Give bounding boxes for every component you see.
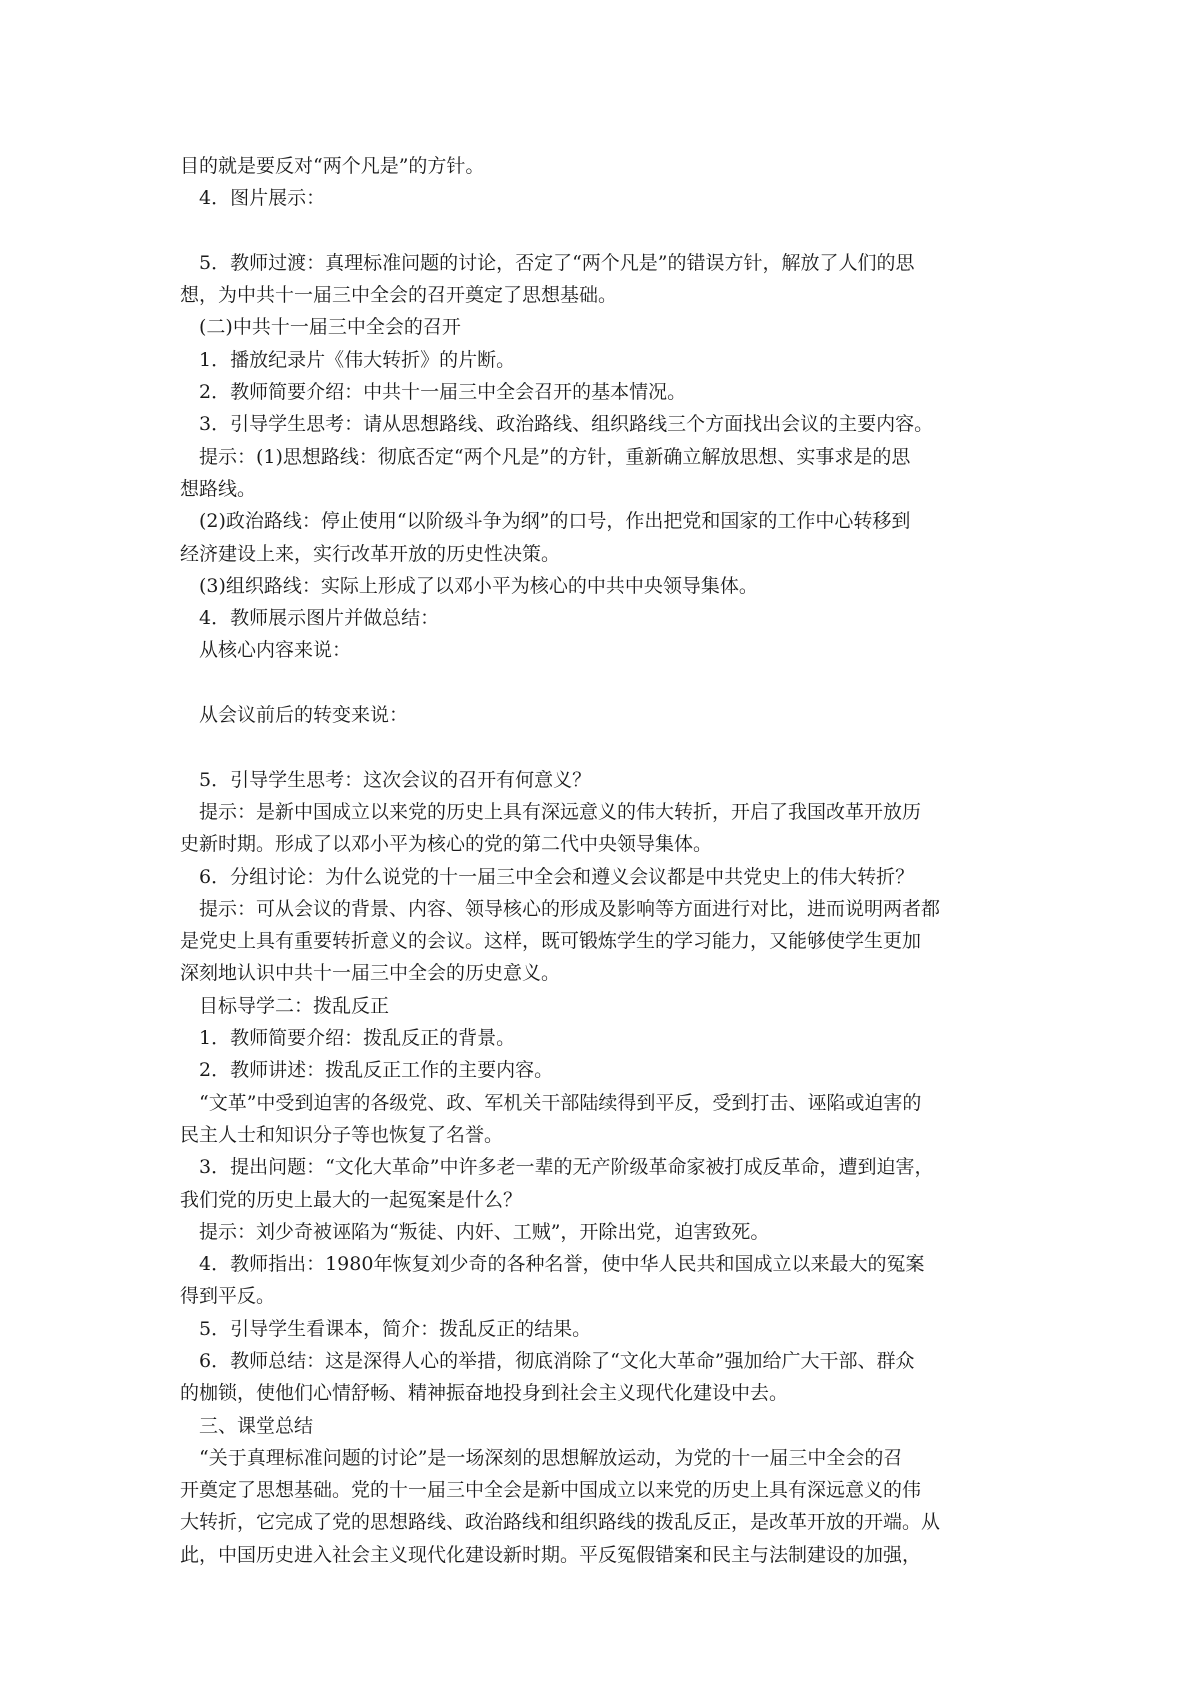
text-line: 提示：可从会议的背景、内容、领导核心的形成及影响等方面进行对比，进而说明两者都 [199,897,941,920]
text-line: 经济建设上来，实行改革开放的历史性决策。 [180,542,561,565]
blank-line [180,215,1010,247]
text-line: 目的就是要反对“两个凡是”的方针。 [180,155,485,177]
text-line: 从会议前后的转变来说： [199,704,409,727]
text-line: 深刻地认识中共十一届三中全会的历史意义。 [180,962,561,985]
text-line: 4．教师展示图片并做总结： [199,607,440,630]
text-line: “文革”中受到迫害的各级党、政、军机关干部陆续得到平反，受到打击、诬陷或迫害的 [199,1091,922,1114]
text-line: 想，为中共十一届三中全会的召开奠定了思想基础。 [180,284,618,307]
text-line: 4．图片展示： [199,187,326,210]
text-line: 5．教师过渡：真理标准问题的讨论，否定了“两个凡是”的错误方针，解放了人们的思 [199,251,915,274]
text-line: 开奠定了思想基础。党的十一届三中全会是新中国成立以来党的历史上具有深远意义的伟 [180,1479,922,1502]
text-line: 从核心内容来说： [199,639,352,662]
text-line: 5．引导学生看课本，简介：拨乱反正的结果。 [199,1317,592,1340]
text-line: 是党史上具有重要转折意义的会议。这样，既可锻炼学生的学习能力，又能够使学生更加 [180,930,922,953]
text-line: 提示：刘少奇被诬陷为“叛徒、内奸、工贼”，开除出党，迫害致死。 [199,1220,770,1243]
text-line: 提示：是新中国成立以来党的历史上具有深远意义的伟大转折，开启了我国改革开放历 [199,800,922,823]
text-line: 6．分组讨论：为什么说党的十一届三中全会和遵义会议都是中共党史上的伟大转折？ [199,865,915,888]
text-line: 提示：(1)思想路线：彻底否定“两个凡是”的方针，重新确立解放思想、实事求是的思 [199,445,911,468]
section-heading: (二)中共十一届三中全会的召开 [199,316,461,339]
text-line: “关于真理标准问题的讨论”是一场深刻的思想解放运动，为党的十一届三中全会的召 [199,1446,903,1469]
text-line: 民主人士和知识分子等也恢复了名誉。 [180,1123,504,1146]
text-line: 2．教师讲述：拨乱反正工作的主要内容。 [199,1059,554,1082]
text-line: 大转折，它完成了党的思想路线、政治路线和组织路线的拨乱反正，是改革开放的开端。从 [180,1511,941,1534]
text-line: 4．教师指出：1980年恢复刘少奇的各种名誉，使中华人民共和国成立以来最大的冤案 [199,1253,925,1276]
text-line: 1．播放纪录片《伟大转折》的片断。 [199,348,516,371]
text-line: 得到平反。 [180,1285,276,1308]
section-heading: 目标导学二：拨乱反正 [199,994,390,1017]
text-line: 3．引导学生思考：请从思想路线、政治路线、组织路线三个方面找出会议的主要内容。 [199,413,934,436]
blank-line [180,667,1010,699]
blank-line [180,731,1010,763]
text-line: 史新时期。形成了以邓小平为核心的党的第二代中央领导集体。 [180,833,713,856]
text-line: 此，中国历史进入社会主义现代化建设新时期。平反冤假错案和民主与法制建设的加强， [180,1543,922,1566]
text-line: (3)组织路线：实际上形成了以邓小平为核心的中共中央领导集体。 [199,574,758,597]
section-heading: 三、课堂总结 [199,1414,314,1437]
document-body [180,150,1010,1571]
text-line: 3．提出问题：“文化大革命”中许多老一辈的无产阶级革命家被打成反革命，遭到迫害， [199,1156,934,1179]
text-line: 2．教师简要介绍：中共十一届三中全会召开的基本情况。 [199,381,687,404]
text-line: 的枷锁，使他们心情舒畅、精神振奋地投身到社会主义现代化建设中去。 [180,1382,789,1405]
text-line: 5．引导学生思考：这次会议的召开有何意义？ [199,768,592,791]
text-line: 6．教师总结：这是深得人心的举措，彻底消除了“文化大革命”强加给广大干部、群众 [199,1349,915,1372]
text-line: 想路线。 [180,477,257,500]
text-line: 1．教师简要介绍：拨乱反正的背景。 [199,1027,516,1050]
text-line: (2)政治路线：停止使用“以阶级斗争为纲”的口号，作出把党和国家的工作中心转移到 [199,510,911,533]
text-line: 我们党的历史上最大的一起冤案是什么？ [180,1188,523,1211]
